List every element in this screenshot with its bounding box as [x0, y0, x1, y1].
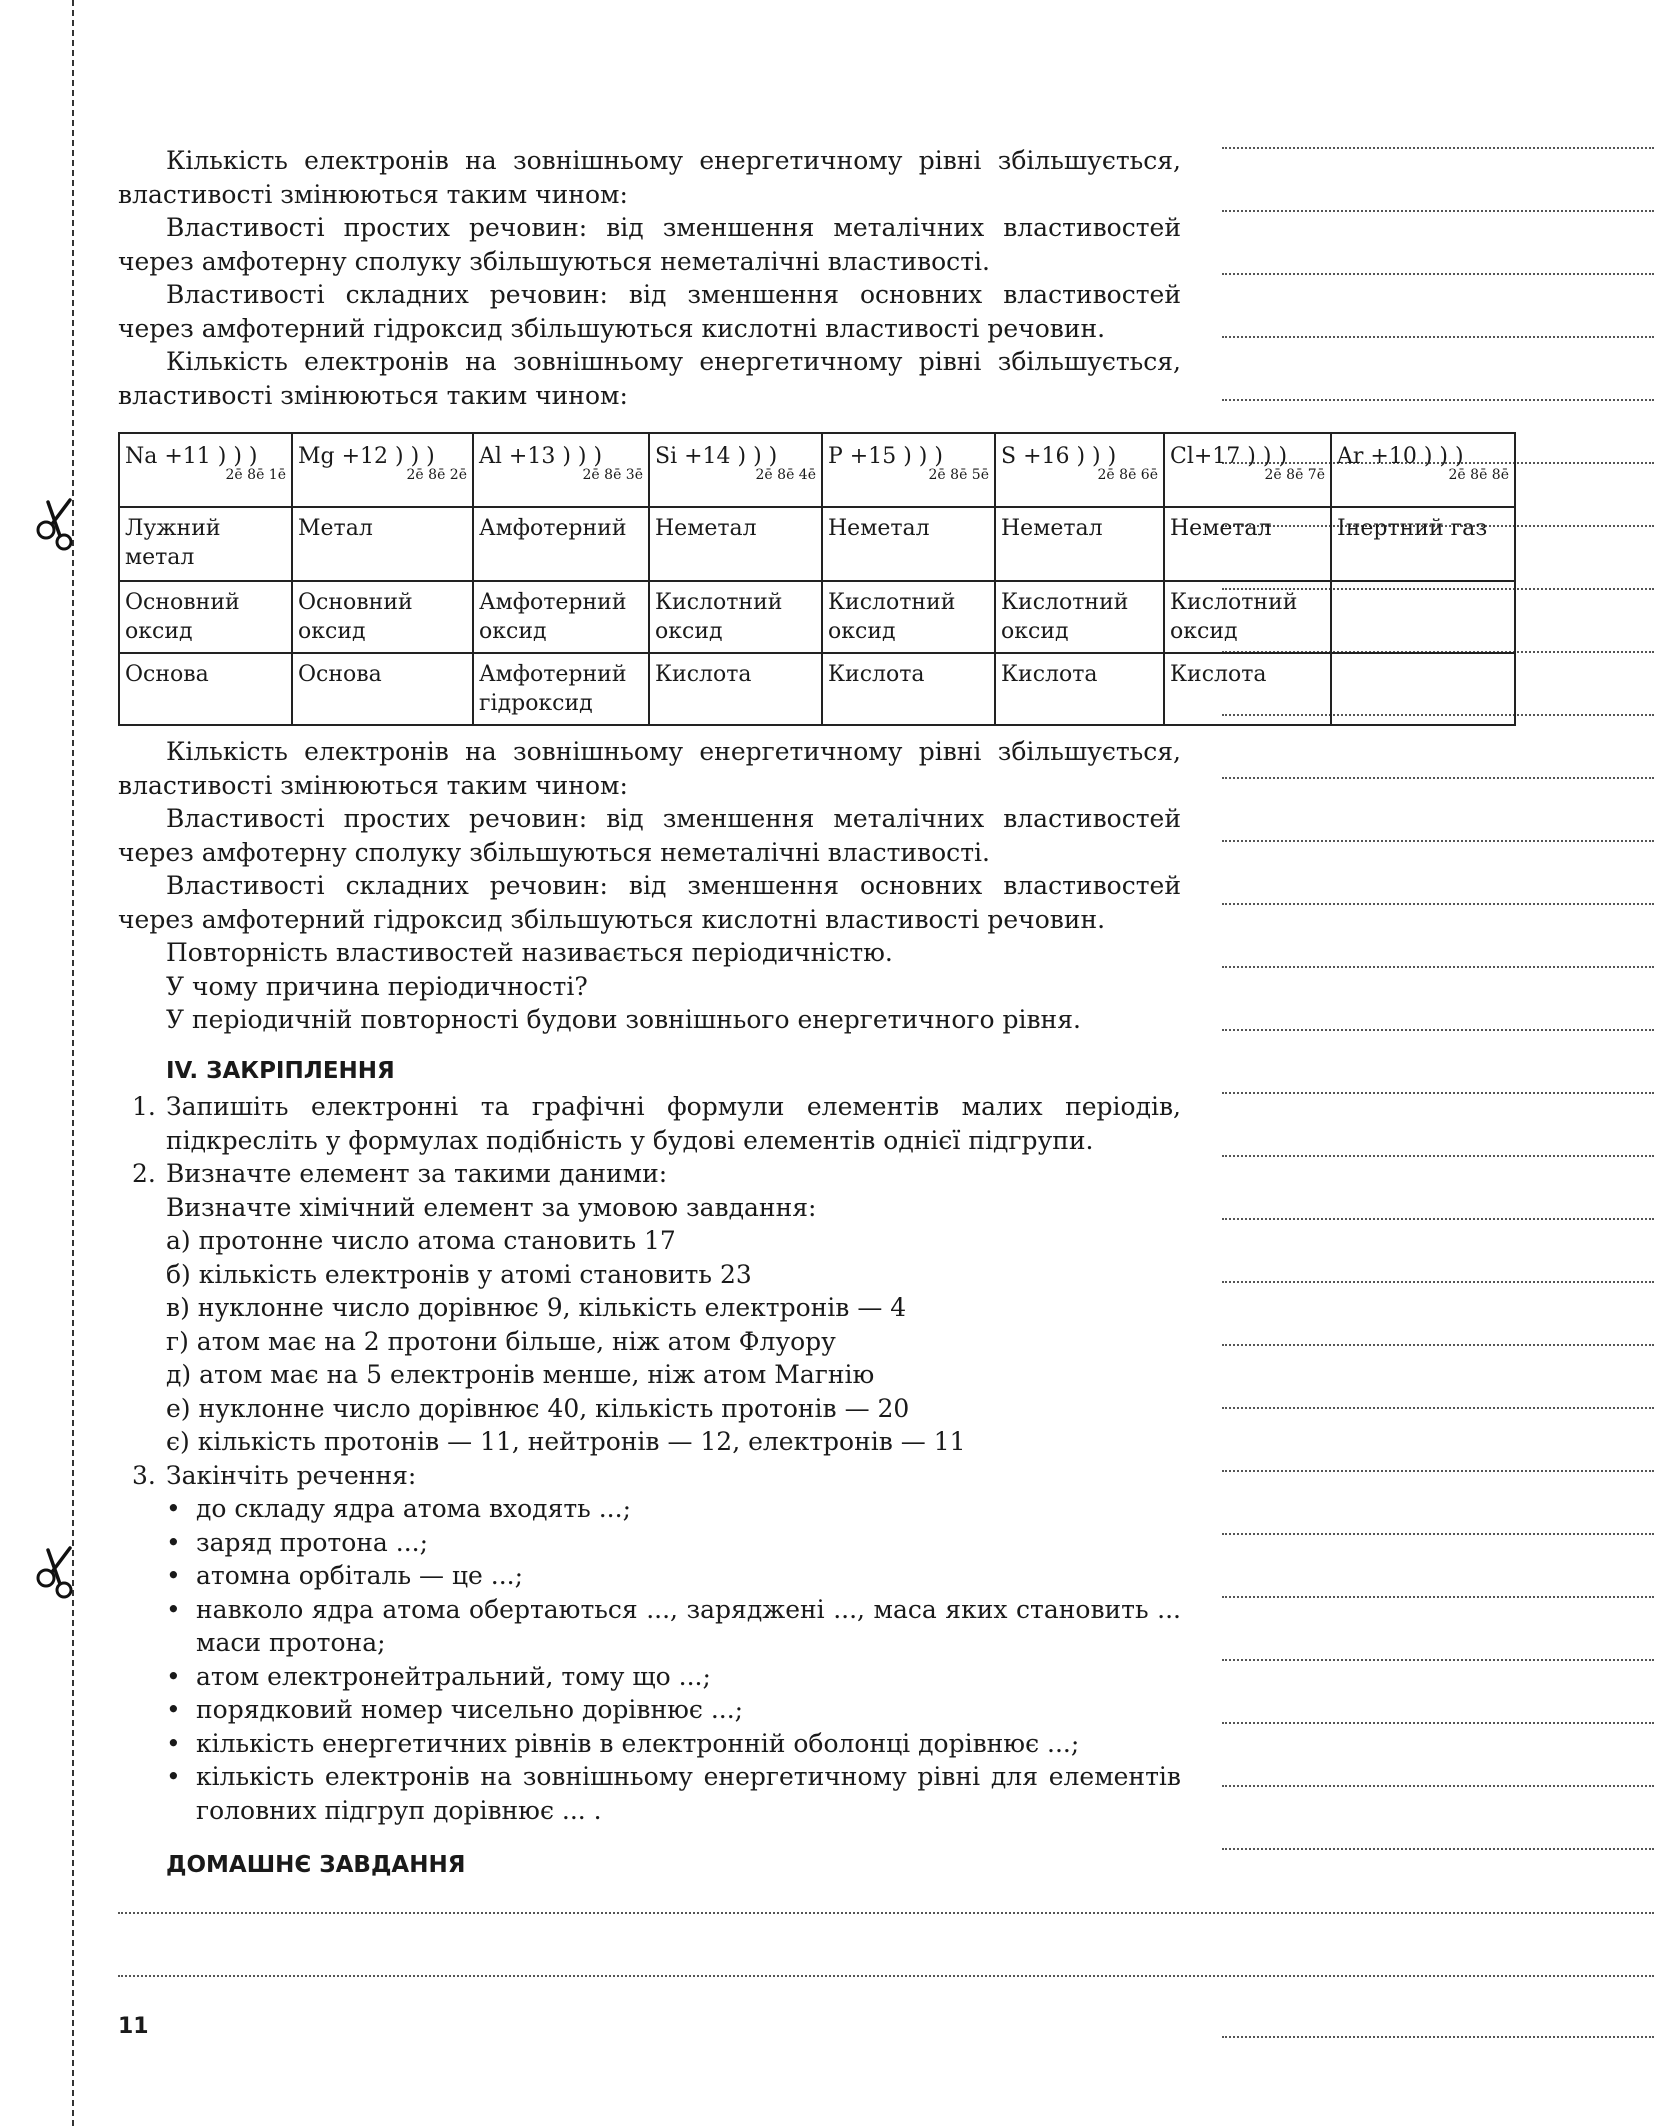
electron-shells: 2ē 8ē 6ē [1097, 467, 1158, 483]
element-symbol: Ar +10 ) ) ) [1337, 444, 1464, 469]
paragraph: Властивості простих речовин: від зменшення металічних властивостей через амфотерну сполуку збільшуються неметалічні властивості. [118, 804, 1181, 867]
paragraph: У періодичній повторності будови зовнішнього енергетичного рівня. [166, 1005, 1081, 1034]
element-symbol: Mg +12 ) ) ) [298, 444, 435, 469]
element-symbol: Al +13 ) ) ) [479, 444, 603, 469]
task-text: Запишіть електронні та графічні формули елементів малих періодів, підкресліть у формулах подібність у будові елементів однієї підгрупи. [166, 1092, 1181, 1155]
task2-item: а) протонне число атома становить 17 [166, 1226, 676, 1255]
scissors-icon [34, 496, 78, 552]
note-line [1222, 1659, 1654, 1661]
element-cell [822, 433, 995, 507]
task-list [118, 1090, 1181, 1827]
task2-item: є) кількість протонів — 11, нейтронів — 12, електронів — 11 [166, 1427, 966, 1456]
element-cell [649, 433, 822, 507]
table-cell: Неметал [649, 507, 822, 581]
task2-item: в) нуклонне число дорівнює 9, кількість електронів — 4 [166, 1293, 907, 1322]
task-item [118, 1090, 1181, 1157]
task2-item: г) атом має на 2 протони більше, ніж атом Флуору [166, 1326, 836, 1356]
task2-item: д) атом має на 5 електронів менше, ніж атом Магнію [166, 1360, 875, 1389]
paragraph: Повторність властивостей називається періодичністю. [166, 938, 893, 967]
task3-item: • атомна орбіталь — це ...; [166, 1559, 1181, 1593]
electron-shells: 2ē 8ē 3ē [582, 467, 643, 483]
table-row [119, 653, 1515, 725]
table-row [119, 507, 1515, 581]
homework-line [118, 1975, 1654, 1977]
element-symbol: P +15 ) ) ) [828, 444, 943, 469]
task-number: 2. [132, 1159, 156, 1188]
note-line [1222, 1533, 1654, 1535]
table-cell: Кислота [995, 653, 1164, 725]
scissors-icon [34, 1544, 78, 1600]
element-symbol: Cl+17 ) ) ) [1170, 444, 1288, 469]
note-line [1222, 273, 1654, 275]
table-cell: Кислотний оксид [995, 581, 1164, 653]
note-line [1222, 1092, 1654, 1094]
task3-item: • заряд протона ...; [166, 1526, 1181, 1560]
table-cell: Основний оксид [292, 581, 473, 653]
table-cell: Кислота [649, 653, 822, 725]
table-cell [1331, 653, 1515, 725]
note-line [1222, 1281, 1654, 1283]
task-number: 3. [132, 1460, 156, 1490]
note-line [1222, 777, 1654, 779]
paragraph: Кількість електронів на зовнішньому енергетичному рівні збільшується, властивості змінюються таким чином: [118, 737, 1181, 800]
table-cell: Кислота [1164, 653, 1331, 725]
table-cell: Кислотний оксид [1164, 581, 1331, 653]
electron-shells: 2ē 8ē 5ē [928, 467, 989, 483]
table-cell [1331, 581, 1515, 653]
note-line [1222, 210, 1654, 212]
note-line [1222, 1344, 1654, 1346]
note-line [1222, 399, 1654, 401]
electron-shells: 2ē 8ē 2ē [406, 467, 467, 483]
element-cell [1164, 433, 1331, 507]
note-line [1222, 2036, 1654, 2038]
table-cell: Неметал [822, 507, 995, 581]
electron-shells: 2ē 8ē 7ē [1264, 467, 1325, 483]
cut-line [72, 0, 74, 2126]
table-cell: Кислотний оксид [649, 581, 822, 653]
paragraph: Властивості складних речовин: від зменшення основних властивостей через амфотерний гідроксид збільшуються кислотні властивості речовин. [118, 280, 1181, 343]
task-text: Закінчіть речення: [166, 1460, 417, 1490]
table-cell: Основа [119, 653, 292, 725]
table-header-row [119, 433, 1515, 507]
section-heading: IV. ЗАКРІПЛЕННЯ [166, 1057, 395, 1084]
table-cell: Кислота [822, 653, 995, 725]
table-row [119, 581, 1515, 653]
note-line [1222, 1470, 1654, 1472]
electron-shells: 2ē 8ē 1ē [225, 467, 286, 483]
table-cell: Амфотерний гідроксид [473, 653, 649, 725]
note-line [1222, 966, 1654, 968]
task3-item: • порядковий номер чисельно дорівнює ...; [166, 1693, 1181, 1727]
task-item [118, 1459, 1181, 1828]
note-line [1222, 1218, 1654, 1220]
electron-shells: 2ē 8ē 8ē [1448, 467, 1509, 483]
table-cell: Основний оксид [119, 581, 292, 653]
table-cell: Амфотерний [473, 507, 649, 581]
element-cell [119, 433, 292, 507]
task3-item: • кількість енергетичних рівнів в електронній оболонці дорівнює ...; [166, 1727, 1181, 1761]
table-cell: Метал [292, 507, 473, 581]
note-line [1222, 1722, 1654, 1724]
note-line [1222, 1407, 1654, 1409]
after-table-content [118, 735, 1181, 1883]
table-cell: Амфотерний оксид [473, 581, 649, 653]
element-symbol: S +16 ) ) ) [1001, 444, 1117, 469]
task2-item: б) кількість електронів у атомі становить 23 [166, 1259, 752, 1289]
element-symbol: Si +14 ) ) ) [655, 444, 778, 469]
element-cell [473, 433, 649, 507]
table-cell: Кислотний оксид [822, 581, 995, 653]
note-line [1222, 147, 1654, 149]
task2-intro: Визначте хімічний елемент за умовою завдання: [166, 1192, 817, 1222]
table-cell: Неметал [1164, 507, 1331, 581]
task3-bullet-list [166, 1492, 1181, 1827]
electron-shells: 2ē 8ē 4ē [755, 467, 816, 483]
note-line [1222, 1848, 1654, 1850]
task-number: 1. [132, 1092, 156, 1121]
table-cell: Основа [292, 653, 473, 725]
note-line [1222, 1785, 1654, 1787]
element-cell [1331, 433, 1515, 507]
paragraph: Властивості простих речовин: від зменшення металічних властивостей через амфотерну сполуку збільшуються неметалічні властивості. [118, 213, 1181, 276]
element-cell [995, 433, 1164, 507]
task3-item: • до складу ядра атома входять ...; [166, 1492, 1181, 1526]
note-line [1222, 1596, 1654, 1598]
table-cell: Інертний газ [1331, 507, 1515, 581]
page-number: 11 [118, 2014, 149, 2039]
task3-item: • навколо ядра атома обертаються ..., заряджені ..., маса яких становить ... маси протона; [166, 1593, 1181, 1660]
paragraph: Властивості складних речовин: від зменшення основних властивостей через амфотерний гідроксид збільшуються кислотні властивості речовин. [118, 871, 1181, 934]
task-text: Визначте елемент за такими даними: [166, 1159, 668, 1188]
task2-item: е) нуклонне число дорівнює 40, кількість протонів — 20 [166, 1393, 910, 1423]
task3-item: • кількість електронів на зовнішньому енергетичному рівні для елементів головних підгруп дорівнює ... . [166, 1760, 1181, 1827]
homework-heading: ДОМАШНЄ ЗАВДАННЯ [166, 1852, 466, 1878]
table-cell: Лужний метал [119, 507, 292, 581]
note-line [1222, 1029, 1654, 1031]
element-properties-table [118, 432, 1516, 726]
note-line [1222, 840, 1654, 842]
note-line [1222, 1155, 1654, 1157]
task3-item: • атом електронейтральний, тому що ...; [166, 1660, 1181, 1694]
element-cell [292, 433, 473, 507]
task-item [118, 1157, 1181, 1459]
paragraph: Кількість електронів на зовнішньому енергетичному рівні збільшується, властивості змінюються таким чином: [118, 347, 1181, 410]
paragraph: Кількість електронів на зовнішньому енергетичному рівні збільшується, властивості змінюються таким чином: [118, 146, 1181, 209]
note-line [1222, 903, 1654, 905]
paragraph: У чому причина періодичності? [166, 971, 588, 1001]
table-cell: Неметал [995, 507, 1164, 581]
element-symbol: Na +11 ) ) ) [125, 444, 258, 469]
homework-line [118, 1912, 1654, 1914]
note-line [1222, 336, 1654, 338]
main-content [118, 144, 1181, 412]
